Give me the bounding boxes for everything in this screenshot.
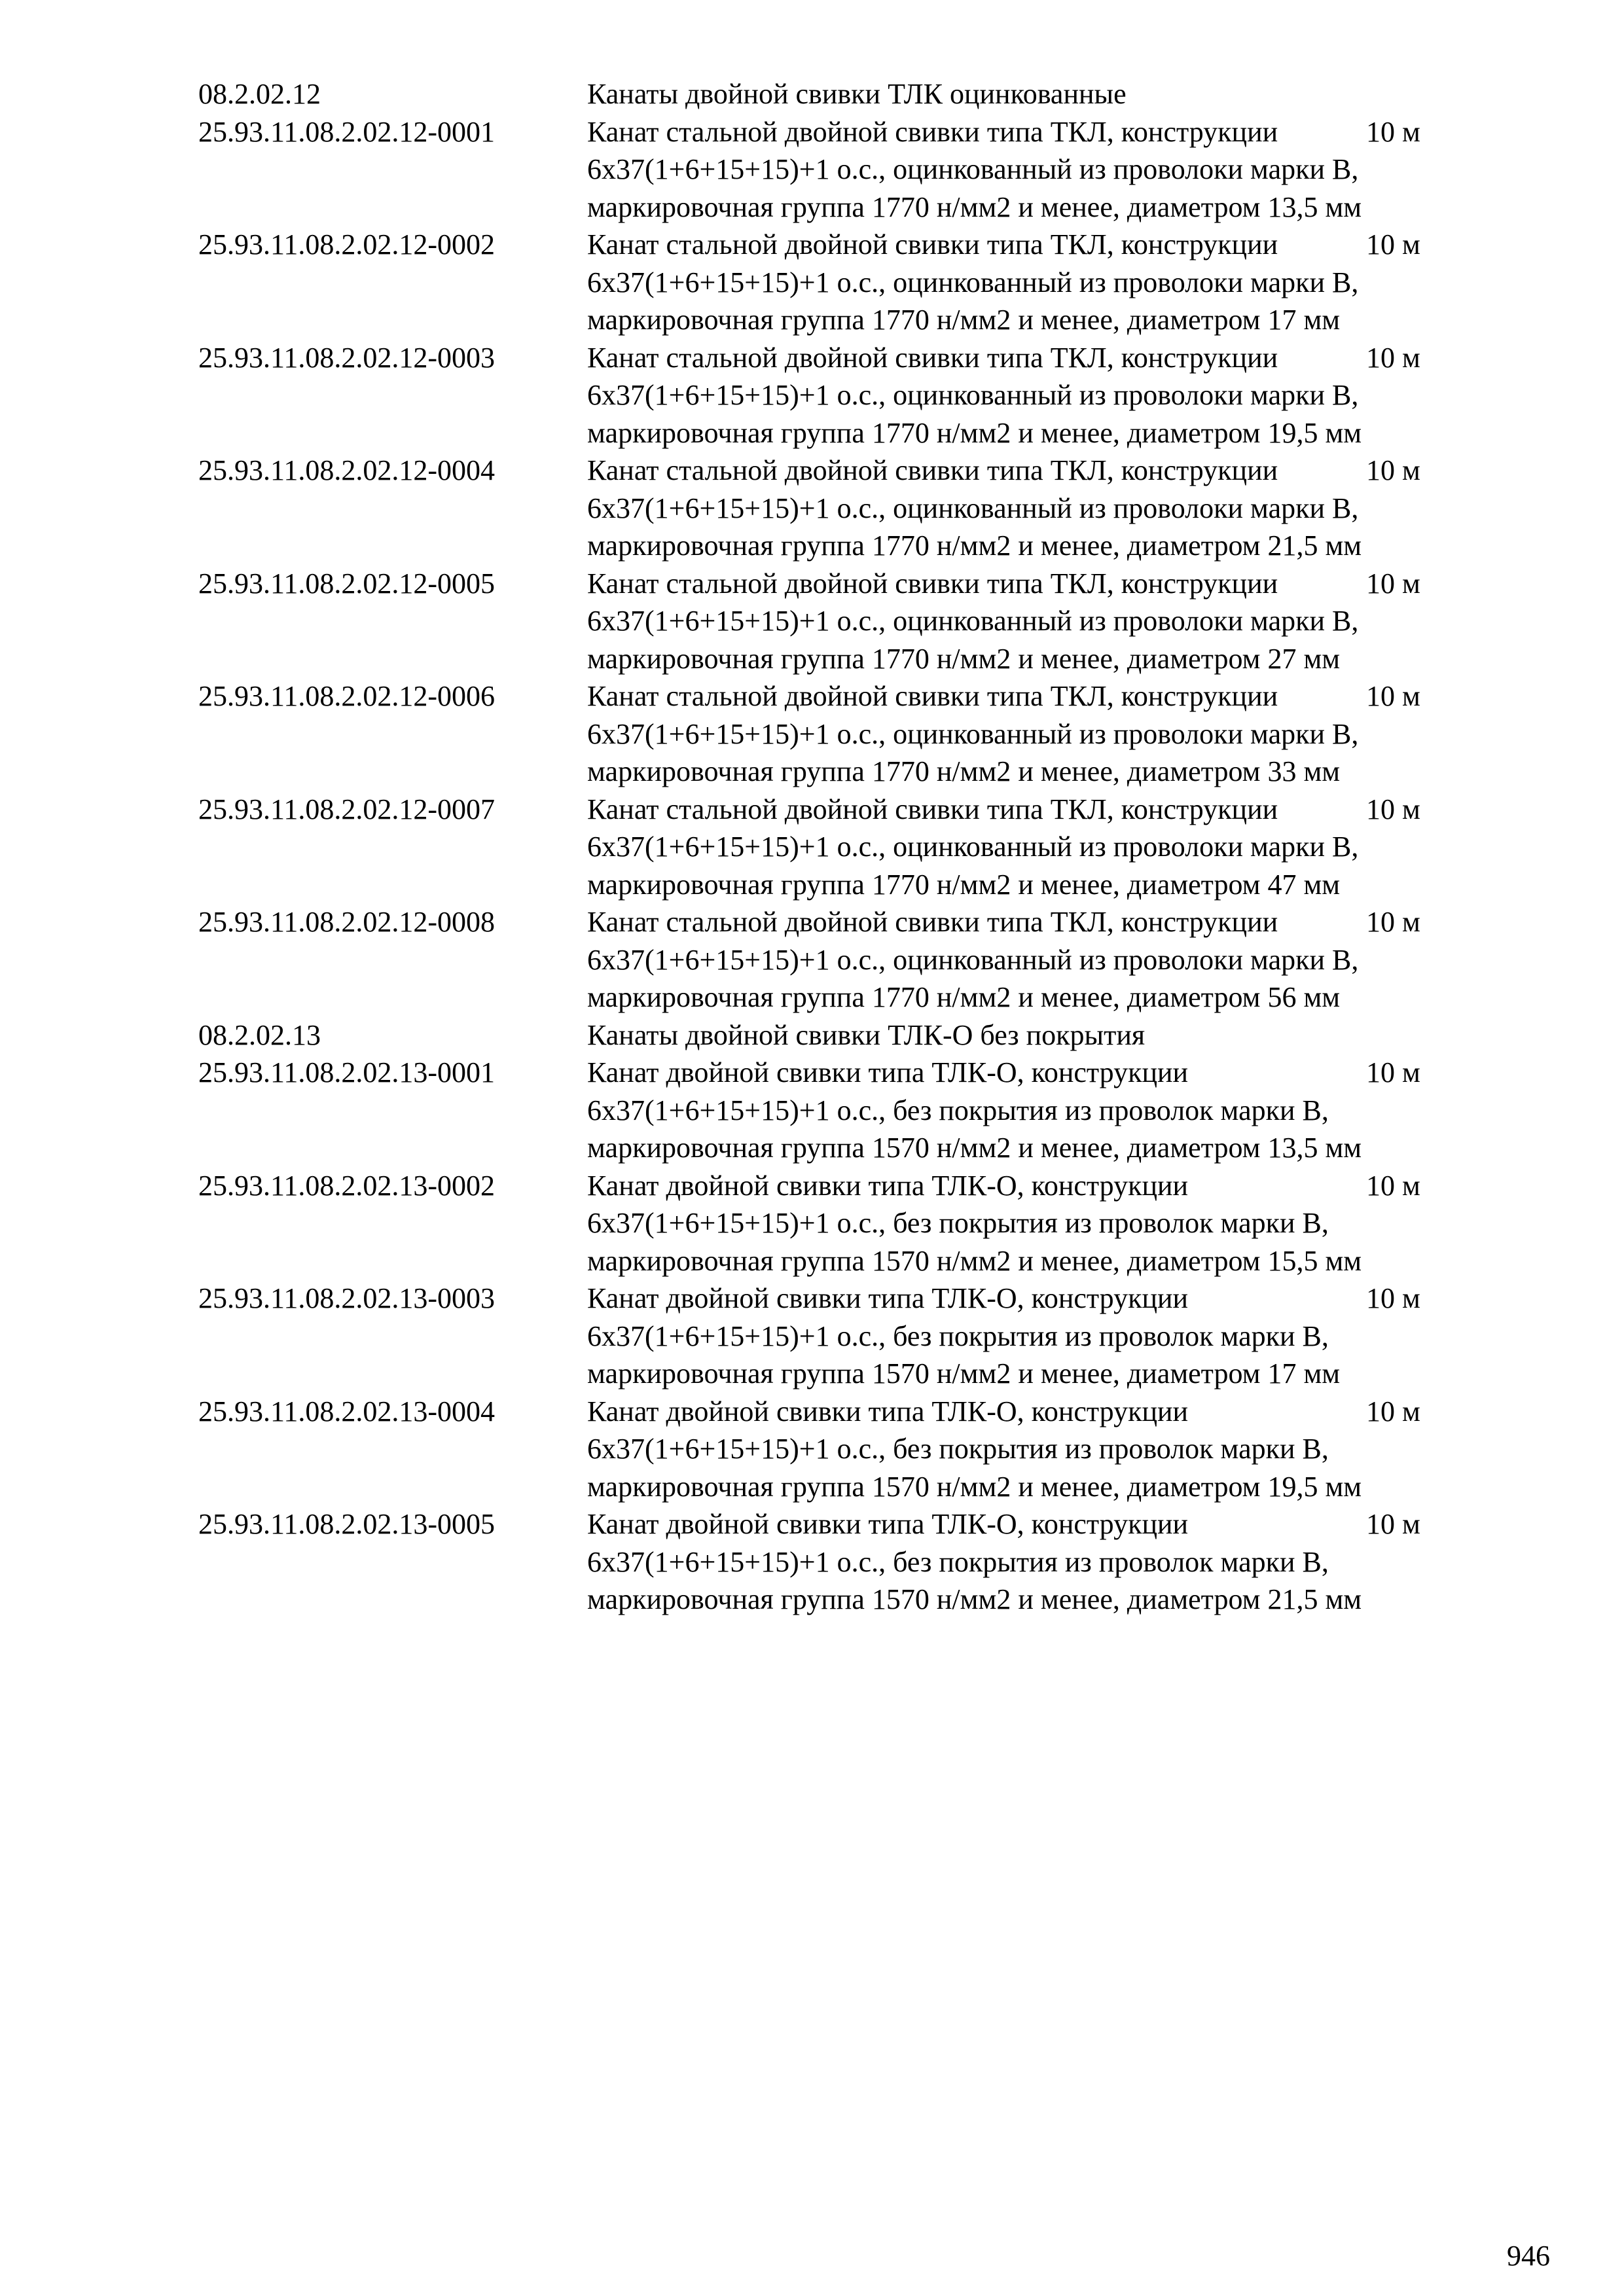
row-code: 25.93.11.08.2.02.12-0008 [198, 906, 496, 938]
row-name: Канат стальной двойной свивки типа ТКЛ, конструкции 6х37(1+6+15+15)+1 о.с., оцинкованный из проволоки марки В, маркировочная группа 1770 н/мм2 и менее, диаметром 21,5 мм [587, 454, 1362, 562]
row-code: 25.93.11.08.2.02.12-0001 [198, 115, 496, 148]
row-unit: 10 м [1366, 680, 1420, 712]
row-name: Канат стальной двойной свивки типа ТКЛ, конструкции 6х37(1+6+15+15)+1 о.с., оцинкованный из проволоки марки В, маркировочная группа 1770 н/мм2 и менее, диаметром 27 мм [587, 567, 1359, 675]
row-name: Канат двойной свивки типа ТЛК-О, конструкции 6х37(1+6+15+15)+1 о.с., без покрытия из проволок марки В, маркировочная группа 1570 н/мм2 и менее, диаметром 19,5 мм [587, 1395, 1362, 1503]
row-code: 25.93.11.08.2.02.12-0004 [198, 454, 496, 486]
row-name: Канаты двойной свивки ТЛК-О без покрытия [587, 1018, 1146, 1051]
row-name: Канат двойной свивки типа ТЛК-О, конструкции 6х37(1+6+15+15)+1 о.с., без покрытия из проволок марки В, маркировочная группа 1570 н/мм2 и менее, диаметром 13,5 мм [587, 1056, 1362, 1164]
row-name: Канат стальной двойной свивки типа ТКЛ, конструкции 6х37(1+6+15+15)+1 о.с., оцинкованный из проволоки марки В, маркировочная группа 1770 н/мм2 и менее, диаметром 56 мм [587, 906, 1359, 1013]
row-unit: 10 м [1366, 793, 1420, 825]
row-name: Канат стальной двойной свивки типа ТКЛ, конструкции 6х37(1+6+15+15)+1 о.с., оцинкованный из проволоки марки В, маркировочная группа 1770 н/мм2 и менее, диаметром 19,5 мм [587, 341, 1362, 449]
table-row [198, 1505, 1455, 1619]
row-code: 25.93.11.08.2.02.12-0005 [198, 567, 496, 600]
row-name: Канат двойной свивки типа ТЛК-О, конструкции 6х37(1+6+15+15)+1 о.с., без покрытия из проволок марки В, маркировочная группа 1570 н/мм2 и менее, диаметром 15,5 мм [587, 1169, 1362, 1277]
row-unit: 10 м [1366, 341, 1420, 374]
row-code: 25.93.11.08.2.02.12-0007 [198, 793, 496, 825]
table-row [198, 1167, 1455, 1280]
table-row [198, 113, 1455, 226]
row-code: 08.2.02.13 [198, 1018, 321, 1051]
row-unit: 10 м [1366, 906, 1420, 938]
row-unit: 10 м [1366, 1508, 1420, 1540]
row-name: Канат стальной двойной свивки типа ТКЛ, конструкции 6х37(1+6+15+15)+1 о.с., оцинкованный из проволоки марки В, маркировочная группа 1770 н/мм2 и менее, диаметром 13,5 мм [587, 115, 1362, 223]
row-name: Канат двойной свивки типа ТЛК-О, конструкции 6х37(1+6+15+15)+1 о.с., без покрытия из проволок марки В, маркировочная группа 1570 н/мм2 и менее, диаметром 21,5 мм [587, 1508, 1362, 1615]
row-name: Канат стальной двойной свивки типа ТКЛ, конструкции 6х37(1+6+15+15)+1 о.с., оцинкованный из проволоки марки В, маркировочная группа 1770 н/мм2 и менее, диаметром 17 мм [587, 228, 1359, 336]
row-unit: 10 м [1366, 1395, 1420, 1427]
row-code: 25.93.11.08.2.02.12-0003 [198, 341, 496, 374]
row-unit [1366, 75, 1455, 113]
table-row [198, 565, 1455, 678]
row-name: Канат стальной двойной свивки типа ТКЛ, конструкции 6х37(1+6+15+15)+1 о.с., оцинкованный из проволоки марки В, маркировочная группа 1770 н/мм2 и менее, диаметром 33 мм [587, 680, 1359, 787]
row-code: 25.93.11.08.2.02.13-0002 [198, 1169, 496, 1202]
row-code: 25.93.11.08.2.02.13-0005 [198, 1508, 496, 1540]
row-code: 25.93.11.08.2.02.13-0001 [198, 1056, 496, 1088]
row-unit: 10 м [1366, 115, 1420, 148]
table-row [198, 1393, 1455, 1506]
table-row [198, 677, 1455, 791]
row-code: 08.2.02.12 [198, 78, 321, 110]
row-unit: 10 м [1366, 1169, 1420, 1202]
row-code: 25.93.11.08.2.02.12-0006 [198, 680, 496, 712]
row-unit: 10 м [1366, 1056, 1420, 1088]
row-unit: 10 м [1366, 228, 1420, 260]
row-unit: 10 м [1366, 1282, 1420, 1314]
table-row [198, 903, 1455, 1016]
row-code: 25.93.11.08.2.02.12-0002 [198, 228, 496, 260]
table-row [198, 226, 1455, 339]
row-name: Канат двойной свивки типа ТЛК-О, конструкции 6х37(1+6+15+15)+1 о.с., без покрытия из проволок марки В, маркировочная группа 1570 н/мм2 и менее, диаметром 17 мм [587, 1282, 1341, 1390]
table-row [198, 452, 1455, 565]
row-unit [1366, 1016, 1455, 1054]
page-number: 946 [1507, 2240, 1550, 2272]
row-name: Канаты двойной свивки ТЛК оцинкованные [587, 78, 1127, 110]
table-row [198, 1054, 1455, 1167]
row-unit: 10 м [1366, 567, 1420, 600]
group-header-row [198, 75, 1455, 113]
row-code: 25.93.11.08.2.02.13-0003 [198, 1282, 496, 1314]
table-row [198, 791, 1455, 904]
table-row [198, 1280, 1455, 1393]
table-row [198, 339, 1455, 452]
group-header-row [198, 1016, 1455, 1054]
row-code: 25.93.11.08.2.02.13-0004 [198, 1395, 496, 1427]
row-unit: 10 м [1366, 454, 1420, 486]
row-name: Канат стальной двойной свивки типа ТКЛ, конструкции 6х37(1+6+15+15)+1 о.с., оцинкованный из проволоки марки В, маркировочная группа 1770 н/мм2 и менее, диаметром 47 мм [587, 793, 1359, 901]
resource-list [198, 75, 1455, 1619]
